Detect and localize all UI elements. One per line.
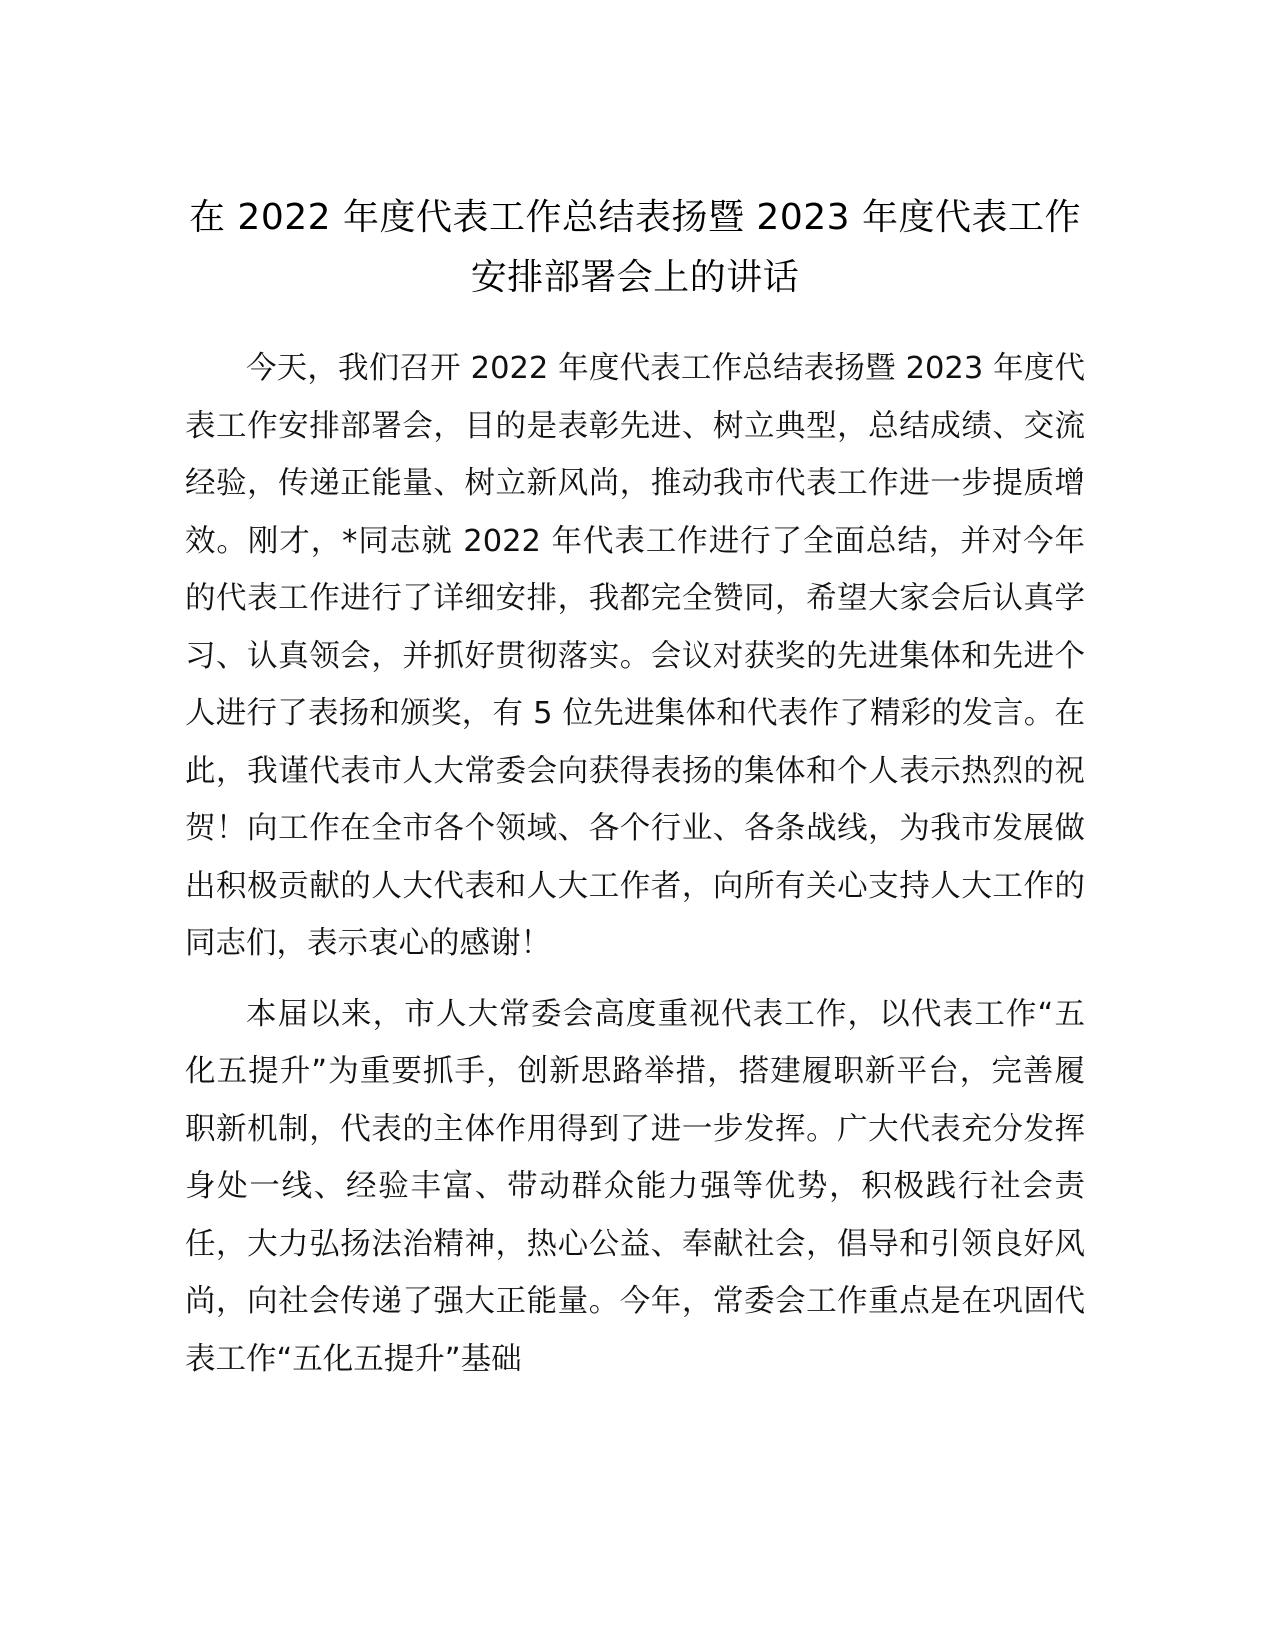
document-body: [185, 340, 1085, 1388]
document-title: 在 2022 年度代表工作总结表扬暨 2023 年度代表工作安排部署会上的讲话: [188, 197, 1081, 298]
paragraph-review: 本届以来，市人大常委会高度重视代表工作，以代表工作“五化五提升”为重要抓手，创新思路举措，搭建履职新平台，完善履职新机制，代表的主体作用得到了进一步发挥。广大代表充分发挥身处一线、经验丰富、带动群众能力强等优势，积极践行社会责任，大力弘扬法治精神，热心公益、奉献社会，倡导和引领良好风尚，向社会传递了强大正能量。今年，常委会工作重点是在巩固代表工作“五化五提升”基础: [185, 996, 1085, 1377]
paragraph-opening: 今天，我们召开 2022 年度代表工作总结表扬暨 2023 年度代表工作安排部署会，目的是表彰先进、树立典型，总结成绩、交流经验，传递正能量、树立新风尚，推动我市代表工作进一步提质增效。刚才，*同志就 2022 年代表工作进行了全面总结，并对今年的代表工作进行了详细安排，我都完全赞同，希望大家会后认真学习、认真领会，并抓好贯彻落实。会议对获奖的先进集体和先进个人进行了表扬和颁奖，有 5 位先进集体和代表作了精彩的发言。在此，我谨代表市人大常委会向获得表扬的集体和个人表示热烈的祝贺！向工作在全市各个领域、各个行业、各条战线，为我市发展做出积极贡献的人大代表和人大工作者，向所有关心支持人大工作的同志们，表示衷心的感谢！: [185, 351, 1085, 961]
